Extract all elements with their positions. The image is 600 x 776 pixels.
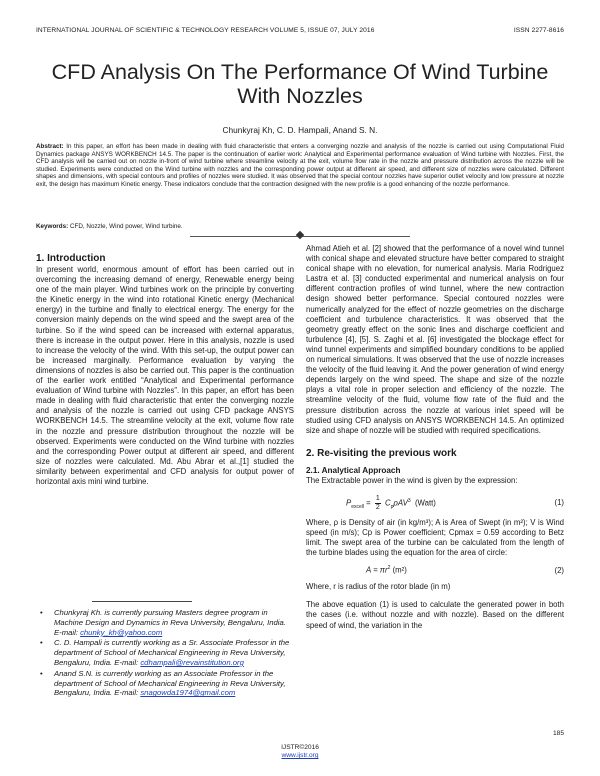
- bullet-icon: •: [40, 608, 43, 617]
- footnote-text: Anand S.N. is currently working as an Associate Professor in the department of School of Mechanical Engineering in Reva University, Bengaluru, India. E-mail:: [54, 668, 286, 698]
- paper-title: CFD Analysis On The Performance Of Wind Turbine With Nozzles: [51, 60, 549, 108]
- issn: ISSN 2277-8616: [513, 27, 564, 34]
- page-footer: [0, 744, 600, 760]
- running-header: [36, 27, 564, 34]
- right-column: [306, 244, 564, 631]
- equation-1: [306, 492, 564, 514]
- intro-paragraph: In present world, enormous amount of effort has been carried out in overcoming the increasing demand of energy, Renewable energy being one of the main player. Wind turbines work on the principle by converting the Kinetic energy in the wind into rotational Kinetic energy (Mechanical energy) in the turbine and finally to electrical energy. The energy for the conversion mainly depends on the wind speed and the swept area of the turbine. So if the wind speed can be increased with external apparatus, there is increase in the output power. Here in this analysis, nozzle is used to increase the velocity of the wind. With this set-up, the output power can be increased marginally. Performance evaluation by varying the dimensions of nozzles is also be carried out. This paper is the continuation of the earlier work entitled “Analytical and Experimental performance evaluation of Wind turbine with Nozzles”. In this paper, an effort has been made in dealing with fluid characteristic that enter the converging nozzle and analysis of the nozzle is carried out using CFD package ANSYS WORKBENCH 14.5. The streamline velocity at the exit, volume flow rate in the nozzle and pressure distribution throughout the nozzle will be observed. Experiments were conducted on the Wind turbine with nozzles and the corresponding Power output at different air speed, and different size of nozzles were calculated. Md. Abu Abrar et al.,[1] studied the similarity between experimental and CFD analysis for output power of horizontal axis mini wind turbine.: [36, 265, 294, 486]
- equation-1-number: (1): [554, 497, 564, 507]
- fraction: $\frac{1}{2}$: [375, 494, 380, 511]
- section-2-heading: 2. Re-visiting the previous work: [306, 447, 457, 459]
- copyright-code: IJSTR©2016: [281, 744, 319, 751]
- footnote-item: [36, 638, 294, 667]
- email-link[interactable]: chunky_kh@yahoo.com: [80, 627, 163, 637]
- footnote-rule: [92, 601, 192, 602]
- power-expression-intro: The Extractable power in the wind is given by the expression:: [306, 475, 518, 485]
- abstract-label: Abstract:: [36, 143, 64, 150]
- footnote-text: C. D. Hampali is currently working as a Sr. Associate Professor in the department of School of Mechanical Engineering in Reva University, Bengaluru, India. E-mail:: [54, 638, 290, 667]
- email-link[interactable]: cdhampali@revainstitution.org: [140, 657, 244, 667]
- divider-diamond-icon: [296, 231, 304, 239]
- equation-1-formula: $P_{excell}$ = $\frac{1}{2}$ $C_p\rho AV^3$ (Watt): [346, 494, 436, 511]
- journal-website-link[interactable]: www.ijstr.org: [281, 752, 319, 759]
- intro-heading: 1. Introduction: [36, 253, 106, 264]
- footnote-item: [36, 608, 294, 637]
- keywords-label: Keywords:: [36, 223, 69, 230]
- author-list: Chunkyraj Kh, C. D. Hampali, Anand S. N.: [222, 125, 378, 135]
- journal-name: INTERNATIONAL JOURNAL OF SCIENTIFIC & TECHNOLOGY RESEARCH VOLUME 5, ISSUE 07, JULY 2016: [36, 27, 375, 34]
- footnote-item: [36, 669, 294, 698]
- keywords-text: CFD, Nozzle, Wind power, Wind turbine.: [68, 223, 183, 230]
- equation-2-formula: $A = \pi r^2$ (m²): [366, 565, 407, 575]
- keywords: [36, 223, 564, 230]
- page-number: 185: [552, 730, 564, 737]
- abstract: [36, 143, 564, 189]
- email-link[interactable]: snagowda1974@gmail.com: [140, 688, 236, 698]
- bullet-icon: •: [40, 668, 43, 678]
- intro-continued-paragraph: Ahmad Atieh et al. [2] showed that the performance of a novel wind tunnel with conical shape and elevated structure have better compared to straight conical shape with no elevation, for numerical analysis. Maria Rodriguez Lastra et al. [3] conducted experimental and numerical analysis on four different contraction profiles of wind tunnel, where the new contraction design showed better performance. Special contoured nozzles were numerically analyzed for the effect of nozzle geometries on the discharge coefficient and turbulence characteristics. It was observed that the geometry greatly effect on the sonic lines and discharge coefficient and turbulence [4], [5]. S. Zaghi et al. [6] investigated the blockage effect for wind tunnel experiments and simplified boundary conditions to be applied on numerical simulations. It was observed that the use of nozzle increases the velocity of the fluid leaving it. And the power generation of wind energy depends largely on the wind speed. The shape and size of the nozzle plays a vital role in proper selection and efficiency of the nozzle. The streamline velocity of the fluid, volume flow rate of the fluid and the pressure distribution across the nozzle at various inlet speed will be studied using CFD analysis on ANSYS WORKBENCH 14.5. An optimized size and shape of nozzle will be studied with required specifications.: [306, 244, 564, 435]
- abstract-text: In this paper, an effort has been made in dealing with fluid characteristic that enters a converging nozzle and analysis of the nozzle is carried out using Computational Fluid Dynamics package ANSYS WORKBENCH 14.5. The paper is the continuation of earlier work: Analytical and Experimental performance evaluation of Wind turbine with Nozzles. First, the CFD analysis will be carried out on nozzle in-front of wind turbine where streamline velocity at the exit, volume flow rate in the nozzle and pressure distribution across the nozzle will be studied. Experiments were conducted on the Wind turbine with nozzles and the corresponding power output at different air speed, and different size of nozzles were calculated. Different shapes and dimensions, with special contours and profiles of nozzles were studied. It was observed that the special contour nozzles have superior outlet velocity and low pressure at nozzle exit, the design has maximum Kinetic energy. These indicators conclude that the contraction designed with the new profile is a good enhancing of the nozzle performance.: [36, 143, 564, 188]
- variables-definition: Where, ρ is Density of air (in kg/m³); A is Area of Swept (in m²); V is Wind speed (in m/s); Cp is Power coefficient; Cpmax = 0.59 according to Betz limit. The swept area of the turbine can be calculated from the length of the turbine blades using the equation for the area of circle:: [306, 517, 564, 558]
- subsection-2-1-heading: 2.1. Analytical Approach: [306, 465, 401, 475]
- equation-2: [306, 560, 564, 582]
- radius-definition: Where, r is radius of the rotor blade (in m): [306, 582, 451, 592]
- footnote-text: Chunkyraj Kh. is currently pursuing Masters degree program in Machine Design and Dynamics in Reva University, Bengaluru, India. E-mail:: [54, 608, 286, 637]
- bullet-icon: •: [40, 638, 43, 648]
- author-footnotes: [36, 608, 294, 699]
- generated-power-paragraph: The above equation (1) is used to calculate the generated power in both the cases (i.e. without nozzle and with nozzle). Based on the different speed of wind, the variation in the: [306, 600, 564, 630]
- left-column: [36, 253, 294, 487]
- equation-2-number: (2): [554, 566, 564, 576]
